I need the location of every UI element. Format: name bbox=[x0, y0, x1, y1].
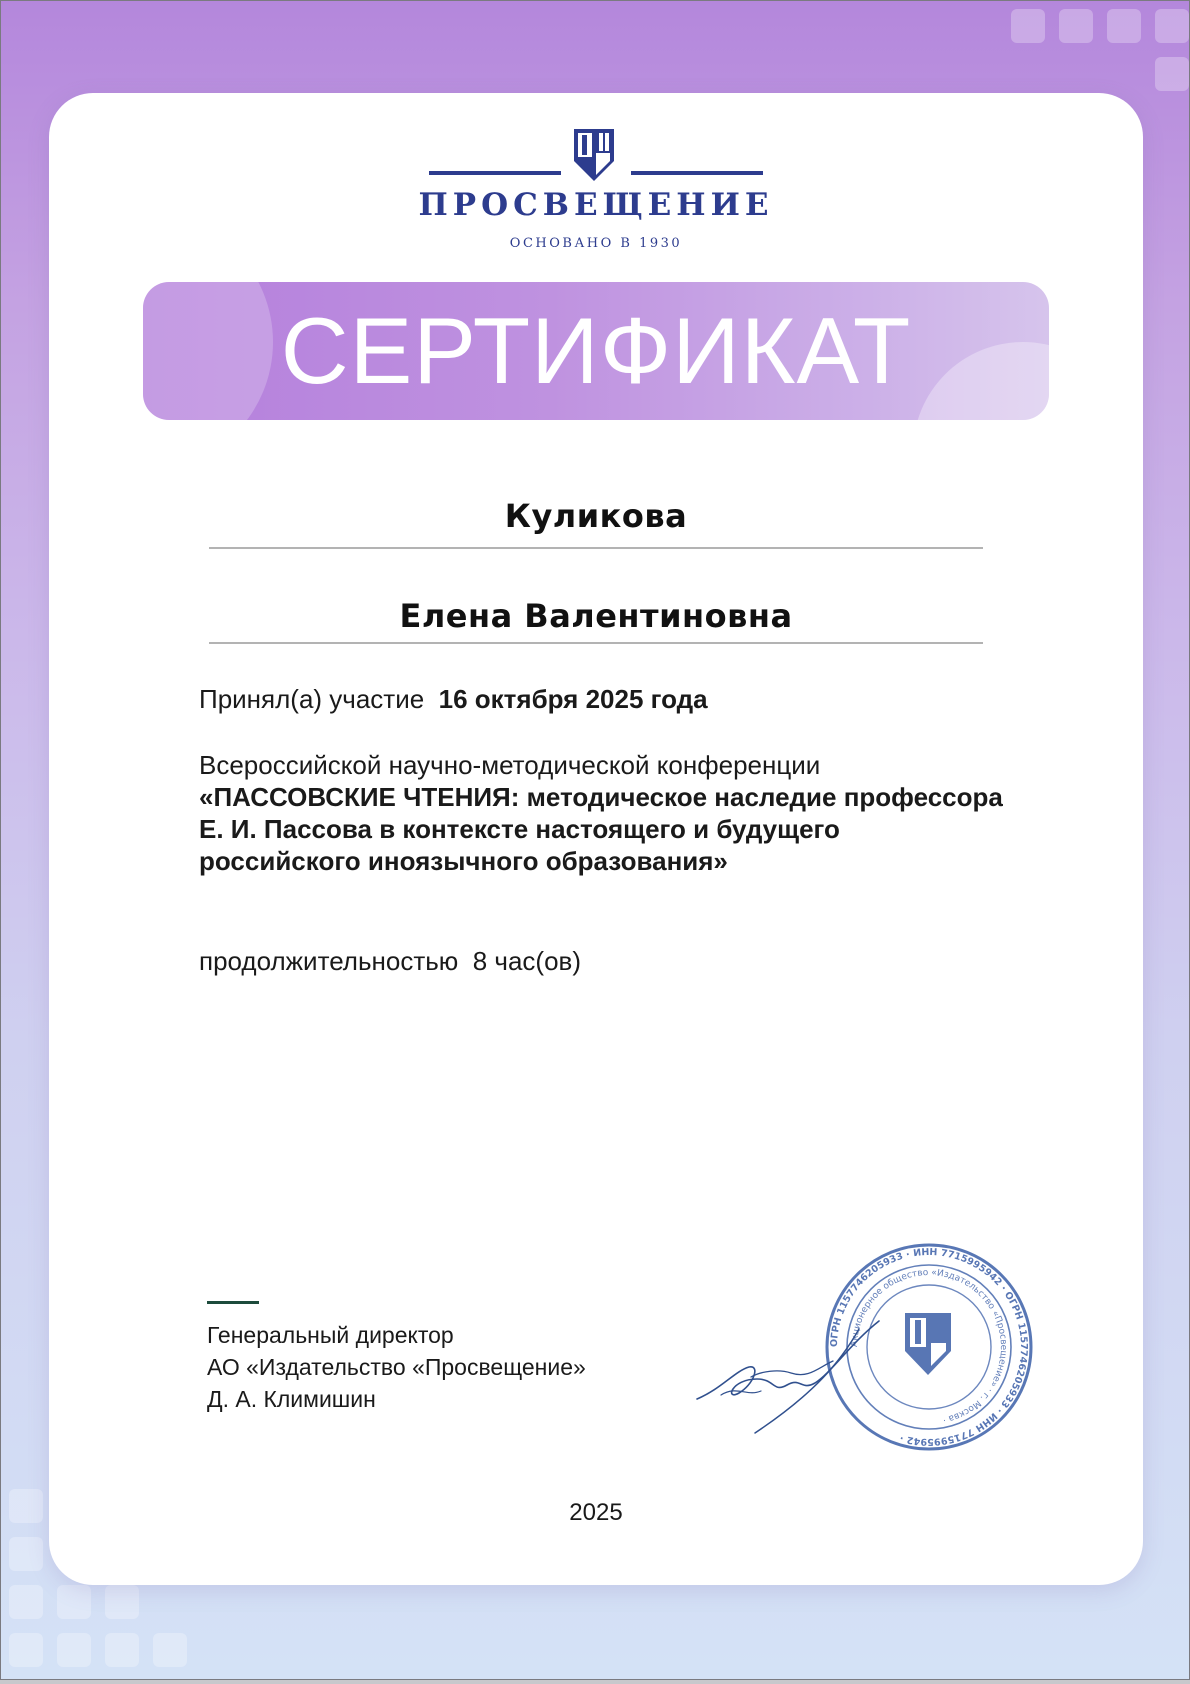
duration-value: 8 час(ов) bbox=[472, 946, 582, 976]
signatory-organization: АО «Издательство «Просвещение» bbox=[207, 1354, 586, 1380]
decor-square bbox=[105, 1585, 139, 1619]
signature-image bbox=[691, 1281, 891, 1441]
signatory-block bbox=[207, 1319, 586, 1415]
participation-label: Принял(а) участие bbox=[199, 684, 425, 714]
logo-subtitle: ОСНОВАНО В 1930 bbox=[509, 236, 683, 251]
event-title-line: Е. И. Пассова в контексте настоящего и будущего bbox=[199, 814, 840, 844]
surname-underline bbox=[209, 547, 983, 549]
publisher-emblem-icon bbox=[572, 127, 616, 183]
signature-accent-line bbox=[207, 1301, 259, 1304]
stamp-outer-text: ОГРН 1157746205933 · ИНН 7715995942 · ОГРН 1157746205933 · ИНН 7715995942 · bbox=[828, 1246, 1030, 1448]
decor-square bbox=[153, 1633, 187, 1667]
certificate-banner bbox=[143, 282, 1049, 420]
decor-square bbox=[9, 1585, 43, 1619]
event-title-line: «ПАССОВСКИЕ ЧТЕНИЯ: методическое наследие профессора bbox=[199, 782, 1003, 812]
recipient-given-names: Елена Валентиновна bbox=[399, 597, 793, 635]
decor-square bbox=[105, 1633, 139, 1667]
stamp-emblem-icon bbox=[905, 1313, 951, 1375]
signatory-name: Д. А. Климишин bbox=[207, 1386, 376, 1412]
publisher-logo bbox=[1, 1, 1190, 271]
event-type: Всероссийской научно-методической конференции bbox=[199, 750, 821, 780]
certificate-title: СЕРТИФИКАТ bbox=[280, 298, 912, 403]
participation-date: 16 октября 2025 года bbox=[438, 684, 708, 714]
duration-label: продолжительностью bbox=[199, 946, 459, 976]
logo-line-left bbox=[429, 171, 561, 175]
given-names-underline bbox=[209, 642, 983, 644]
recipient-surname: Куликова bbox=[504, 497, 688, 535]
logo-wordmark: ПРОСВЕЩЕНИЕ bbox=[418, 187, 774, 223]
duration-line bbox=[199, 945, 581, 977]
certificate-year: 2025 bbox=[569, 1499, 623, 1526]
decor-square bbox=[57, 1585, 91, 1619]
logo-line-right bbox=[631, 171, 763, 175]
decor-square bbox=[9, 1537, 43, 1571]
event-title-line: российского иноязычного образования» bbox=[199, 846, 728, 876]
decor-square bbox=[57, 1633, 91, 1667]
decor-square bbox=[9, 1633, 43, 1667]
signatory-position: Генеральный директор bbox=[207, 1322, 454, 1348]
participation-line bbox=[199, 683, 708, 715]
stamp-inner-text: Акционерное общество «Издательство «Просвещение» · г. Москва · bbox=[849, 1267, 1009, 1425]
